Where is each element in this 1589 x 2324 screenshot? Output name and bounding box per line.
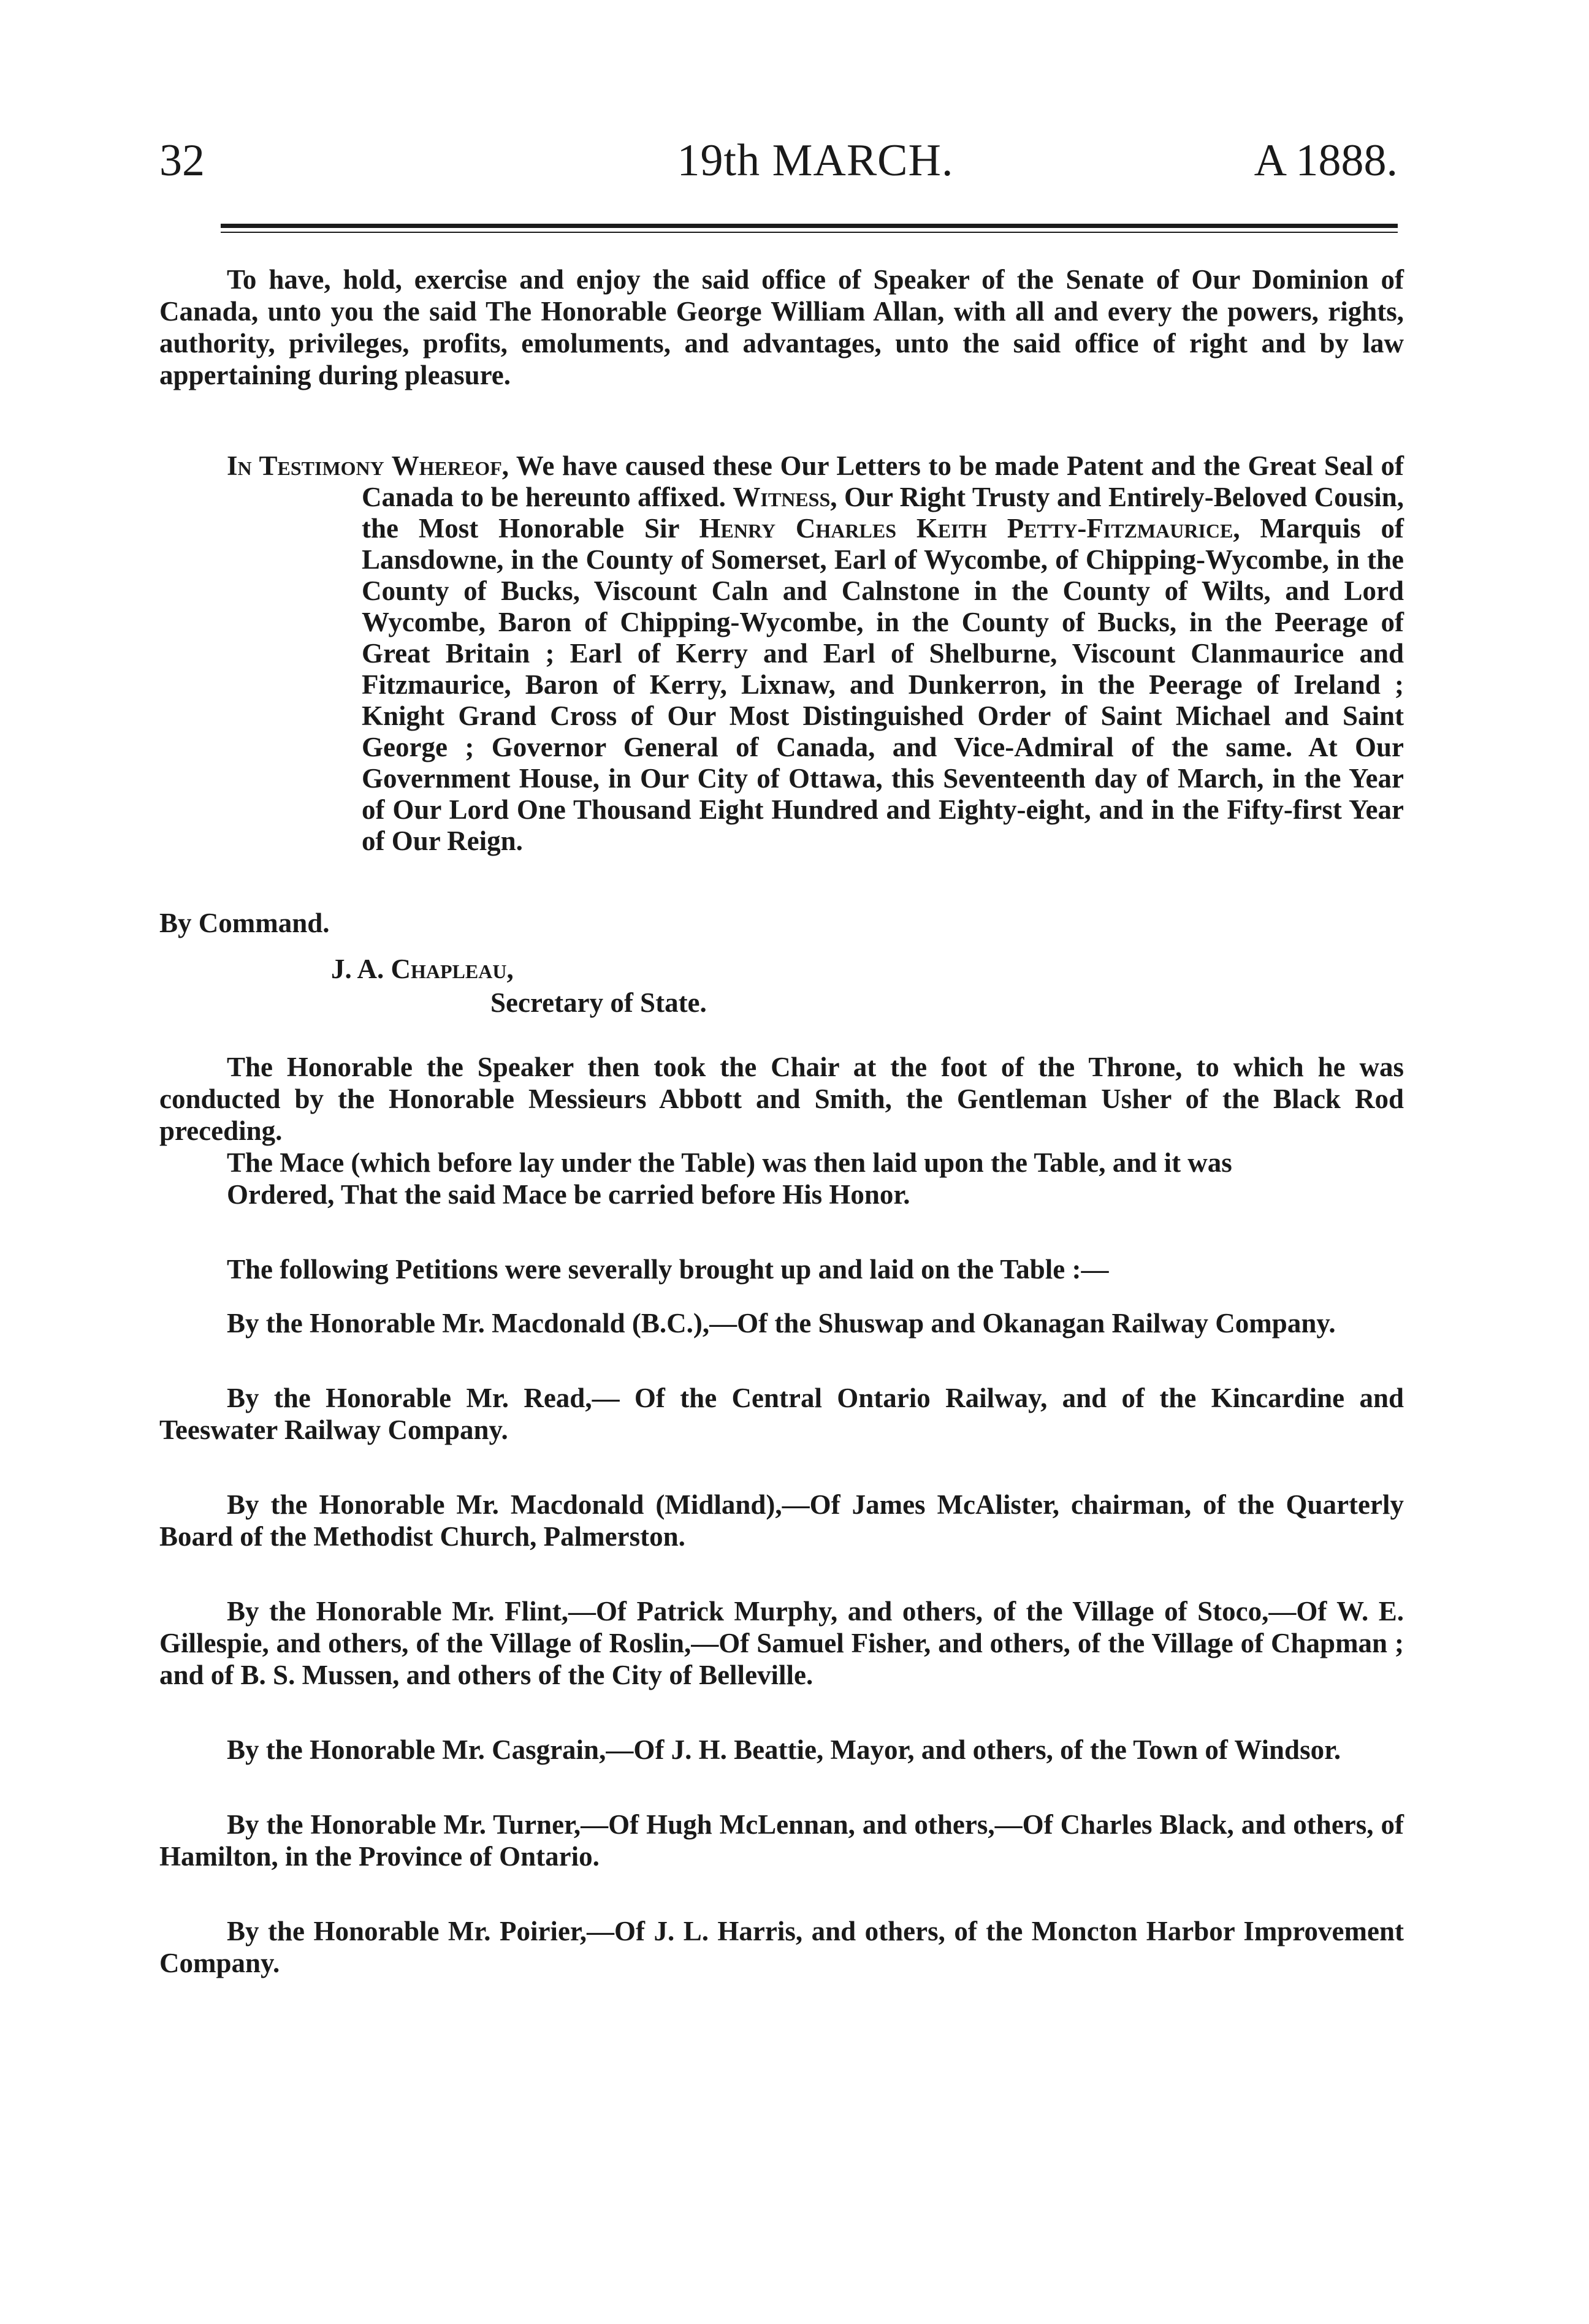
ordered-paragraph: Ordered, That the said Mace be carried before His Honor. (227, 1179, 910, 1210)
petitions-intro: The following Petitions were severally brought up and laid on the Table :— (227, 1254, 1109, 1285)
header-year: A 1888. (1254, 135, 1398, 186)
page-number: 32 (159, 135, 205, 186)
page-header (159, 135, 1398, 202)
header-rule-thin (221, 232, 1398, 233)
witness-text: Our Right Trusty and Entirely-Beloved Cousin, the Most Honorable Sir (362, 482, 1404, 544)
governor-name: Henry Charles Keith Petty-Fitzmaurice, (699, 513, 1240, 544)
petition-item: By the Honorable Mr. Turner,—Of Hugh McLennan, and others,—Of Charles Black, and others, of Hamilton, in the Province of Ontario. (159, 1809, 1404, 1872)
petition-item: By the Honorable Mr. Read,— Of the Central Ontario Railway, and of the Kincardine and Teeswater Railway Company. (159, 1383, 1404, 1445)
by-command: By Command. (159, 908, 330, 938)
petition-item: By the Honorable Mr. Flint,—Of Patrick Murphy, and others, of the Village of Stoco,—Of W. E. Gillespie, and others, of the Village of Roslin,—Of Samuel Fisher, and others, of the Village of Chapman ; and of B. S. Mussen, and others of the City of Belleville. (159, 1596, 1404, 1690)
proceedings (159, 1051, 1404, 1979)
petition-item: By the Honorable Mr. Macdonald (B.C.),—Of the Shuswap and Okanagan Railway Company. (227, 1308, 1336, 1339)
header-date: 19th MARCH. (677, 135, 954, 186)
commission-paragraph (159, 264, 1404, 391)
petition-item: By the Honorable Mr. Casgrain,—Of J. H. Beattie, Mayor, and others, of the Town of Windsor. (227, 1734, 1341, 1765)
testimony-paragraph (227, 450, 1404, 857)
petition-item: By the Honorable Mr. Macdonald (Midland),—Of James McAlister, chairman, of the Quarterly Board of the Methodist Church, Palmerston. (159, 1489, 1404, 1552)
governor-text: Marquis of Lansdowne, in the County of Somerset, Earl of Wycombe, of Chipping-Wycombe, in the County of Bucks, Viscount Caln and Calnstone in the County of Wilts, and Lord Wycombe, Baron of Chipping-Wycombe, in the County of Bucks, in the Peerage of Great Britain ; Earl of Kerry and Earl of Shelburne, Viscount Clanmaurice and Fitzmaurice, Baron of Kerry, Lixnaw, and Dunkerron, in the Peerage of Ireland ; Knight Grand Cross of Our Most Distinguished Order of Saint Michael and Saint George ; Governor General of Canada, and Vice-Admiral of the same. At Our Government House, in Our City of Ottawa, this Seventeenth day of March, in the Year of Our Lord One Thousand Eight Hundred and Eighty-eight, and in the Fifty-first Year of Our Reign. (362, 513, 1404, 856)
testimony-text: We have caused these Our Letters to be made Patent and the Great Seal of Canada to be hereunto affixed. (362, 450, 1404, 512)
signer-title: Secretary of State. (490, 987, 707, 1018)
speaker-chair-paragraph: The Honorable the Speaker then took the Chair at the foot of the Throne, to which he was conducted by the Honorable Messieurs Abbott and Smith, the Gentleman Usher of the Black Rod preceding. (159, 1052, 1404, 1146)
mace-paragraph: The Mace (which before lay under the Table) was then laid upon the Table, and it was (227, 1147, 1232, 1178)
testimony-block (227, 423, 1404, 884)
header-rule-thick (221, 224, 1398, 228)
testimony-lead: In Testimony Whereof, (227, 450, 509, 481)
to-have-paragraph: To have, hold, exercise and enjoy the said office of Speaker of the Senate of Our Dominion of Canada, unto you the said The Honorable George William Allan, with all and every the powers, rights, authority, privileges, profits, emoluments, and advantages, unto the said office of right and by law appertaining during pleasure. (159, 264, 1404, 390)
witness-lead: Witness, (733, 482, 837, 512)
petition-item: By the Honorable Mr. Poirier,—Of J. L. Harris, and others, of the Moncton Harbor Improvement Company. (159, 1916, 1404, 1978)
signer-name: J. A. Chapleau, (331, 954, 514, 984)
